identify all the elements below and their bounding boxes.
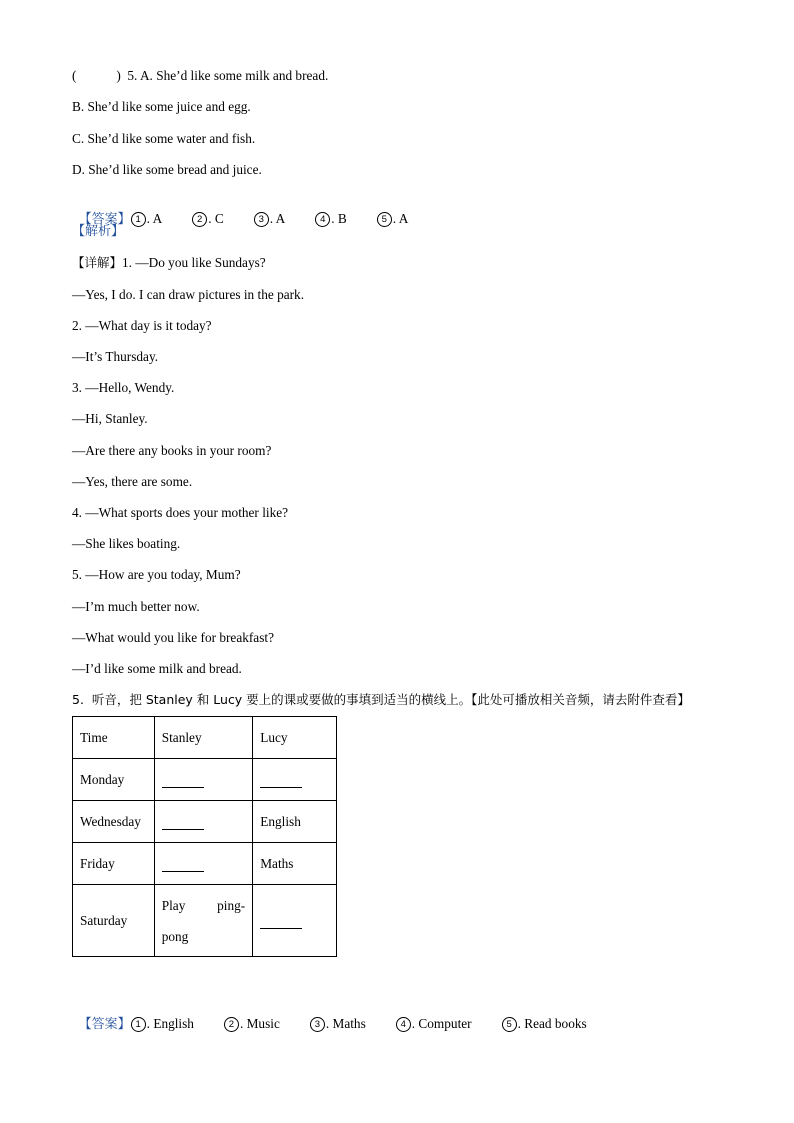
header-time: Time [73, 717, 155, 759]
detail-first-line: 【详解】1. —Do you like Sundays? [72, 255, 266, 270]
cell-stanley [154, 759, 253, 801]
cell-time: Friday [73, 843, 155, 885]
table-row [73, 885, 337, 957]
dialogue-line: —Yes, there are some. [72, 474, 193, 489]
header-lucy: Lucy [253, 717, 337, 759]
cell-lucy [253, 759, 337, 801]
answer-item: 2 . C [192, 210, 224, 228]
answer-blank [260, 773, 302, 788]
cell-time: Wednesday [73, 801, 155, 843]
answer-item: 1 . A [131, 210, 163, 228]
dialogue-line: —I’d like some milk and bread. [72, 661, 242, 676]
answer-item: 1 . English [131, 1015, 194, 1033]
answer-item: 5 . A [377, 210, 409, 228]
answer-blank [162, 773, 204, 788]
question-5-option-a: ( ) 5. A. She’d like some milk and bread. [72, 68, 329, 83]
detail-label: 【详解】 [72, 255, 123, 270]
circled-number: 2 [192, 212, 207, 227]
circled-number: 3 [310, 1017, 325, 1032]
header-stanley: Stanley [154, 717, 253, 759]
answer-item: 4 . B [315, 210, 347, 228]
dialogue-line: —It’s Thursday. [72, 349, 159, 364]
cell-stanley: Play ping- pong [154, 885, 253, 957]
dialogue-line: 2. —What day is it today? [72, 318, 212, 333]
dialogue-line: 4. —What sports does your mother like? [72, 505, 289, 520]
cell-time: Monday [73, 759, 155, 801]
answer-row-1 [72, 192, 438, 229]
answer-item: 2 . Music [224, 1015, 280, 1033]
table-header-row [73, 717, 337, 759]
answer-blank [260, 914, 302, 929]
answer-item: 4 . Computer [396, 1015, 472, 1033]
cell-lucy: Maths [253, 843, 337, 885]
answer-item: 5 . Read books [502, 1015, 587, 1033]
circled-number: 1 [131, 1017, 146, 1032]
circled-number: 2 [224, 1017, 239, 1032]
cell-lucy: English [253, 801, 337, 843]
answer-item: 3 . Maths [310, 1015, 366, 1033]
option-b: B. She’d like some juice and egg. [72, 99, 251, 114]
analysis-label: 【解析】 [72, 224, 125, 239]
circled-number: 5 [377, 212, 392, 227]
question-5-prompt: 5. 听音，把 Stanley 和 Lucy 要上的课或要做的事填到适当的横线上。【此处可播放相关音频，请去附件查看】 [72, 692, 690, 707]
answer-blank [162, 815, 204, 830]
circled-number: 4 [315, 212, 330, 227]
answer-row-2 [72, 997, 617, 1034]
schedule-table [72, 716, 337, 957]
option-c: C. She’d like some water and fish. [72, 131, 256, 146]
circled-number: 4 [396, 1017, 411, 1032]
cell-stanley [154, 801, 253, 843]
dialogue-line: —Hi, Stanley. [72, 411, 148, 426]
dialogue-line: —She likes boating. [72, 536, 181, 551]
table-row [73, 759, 337, 801]
table-row [73, 801, 337, 843]
dialogue-line: —Are there any books in your room? [72, 443, 272, 458]
answer-label: 【答案】 [78, 1017, 131, 1032]
answer-label: 【答案】 [78, 212, 131, 227]
circled-number: 5 [502, 1017, 517, 1032]
option-d: D. She’d like some bread and juice. [72, 162, 262, 177]
dialogue-line: 3. —Hello, Wendy. [72, 380, 175, 395]
dialogue-line: —What would you like for breakfast? [72, 630, 274, 645]
table-row [73, 843, 337, 885]
dialogue-line: —Yes, I do. I can draw pictures in the park. [72, 287, 305, 302]
cell-lucy [253, 885, 337, 957]
circled-number: 1 [131, 212, 146, 227]
answer-blank [162, 857, 204, 872]
cell-time: Saturday [73, 885, 155, 957]
circled-number: 3 [254, 212, 269, 227]
dialogue-line: —I’m much better now. [72, 599, 200, 614]
answer-item: 3 . A [254, 210, 286, 228]
dialogue-line: 5. —How are you today, Mum? [72, 567, 241, 582]
cell-stanley [154, 843, 253, 885]
